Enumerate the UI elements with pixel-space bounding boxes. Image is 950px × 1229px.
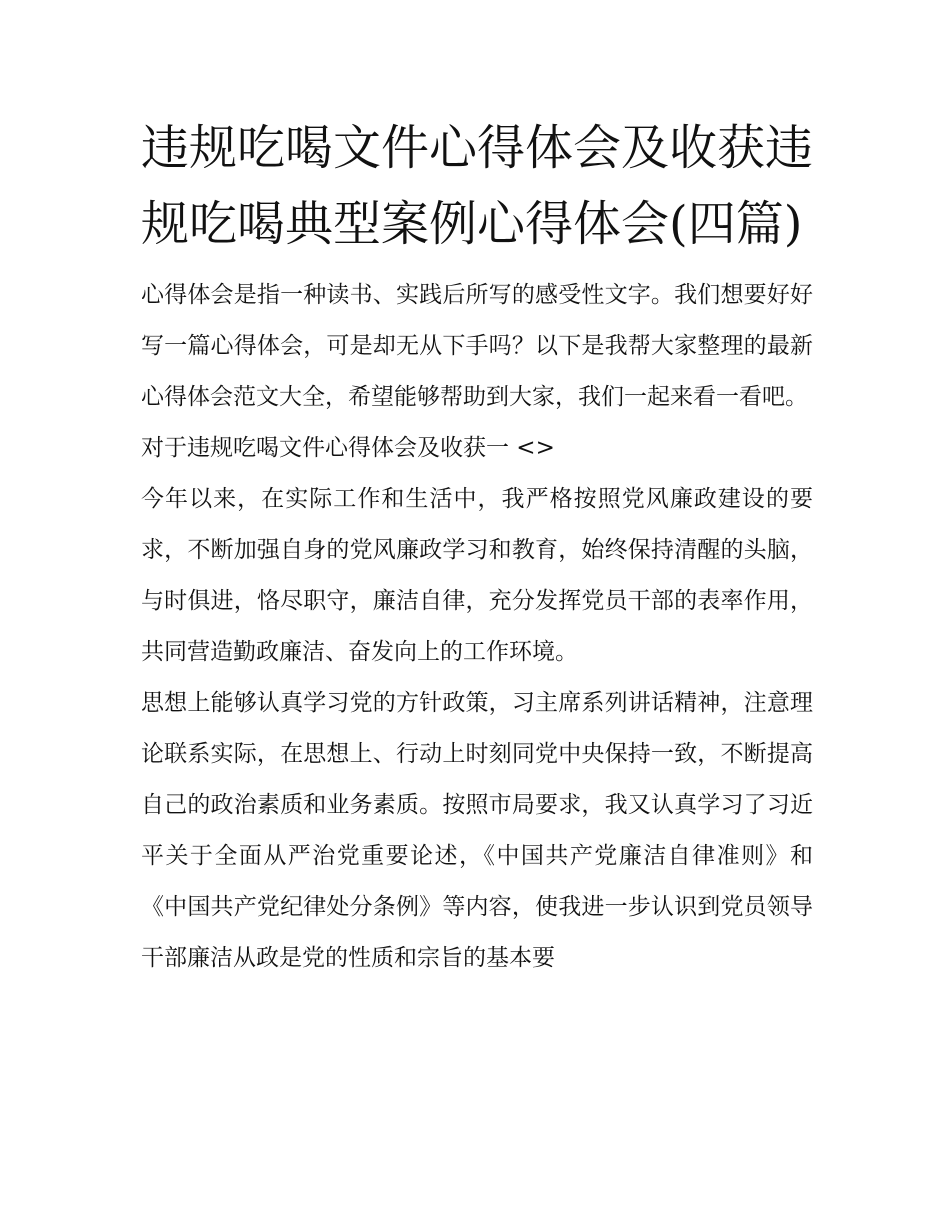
body-paragraph: 今年以来，在实际工作和生活中，我严格按照党风廉政建设的要求，不断加强自身的党风廉政学习和教育，始终保持清醒的头脑，与时俱进，恪尽职守，廉洁自律，充分发挥党员干部的表率作用，共同营造勤政廉洁、奋发向上的工作环境。 [141,486,813,665]
section-heading: 对于违规吃喝文件心得体会及收获一 <> [141,435,555,461]
intro-paragraph: 心得体会是指一种读书、实践后所写的感受性文字。我们想要好好写一篇心得体会，可是却无从下手吗？以下是我帮大家整理的最新心得体会范文大全，希望能够帮助到大家，我们一起来看一看吧。 [141,282,813,410]
document-title: 违规吃喝文件心得体会及收获违规吃喝典型案例心得体会(四篇) [141,120,814,252]
body-paragraph: 思想上能够认真学习党的方针政策，习主席系列讲话精神，注意理论联系实际，在思想上、行动上时刻同党中央保持一致，不断提高自己的政治素质和业务素质。按照市局要求，我又认真学习了习近平关于全面从严治党重要论述，《中国共产党廉洁自律准则》和《中国共产党纪律处分条例》等内容，使我进一步认识到党员领导干部廉洁从政是党的性质和宗旨的基本要 [141,690,813,971]
document-body [141,110,813,984]
